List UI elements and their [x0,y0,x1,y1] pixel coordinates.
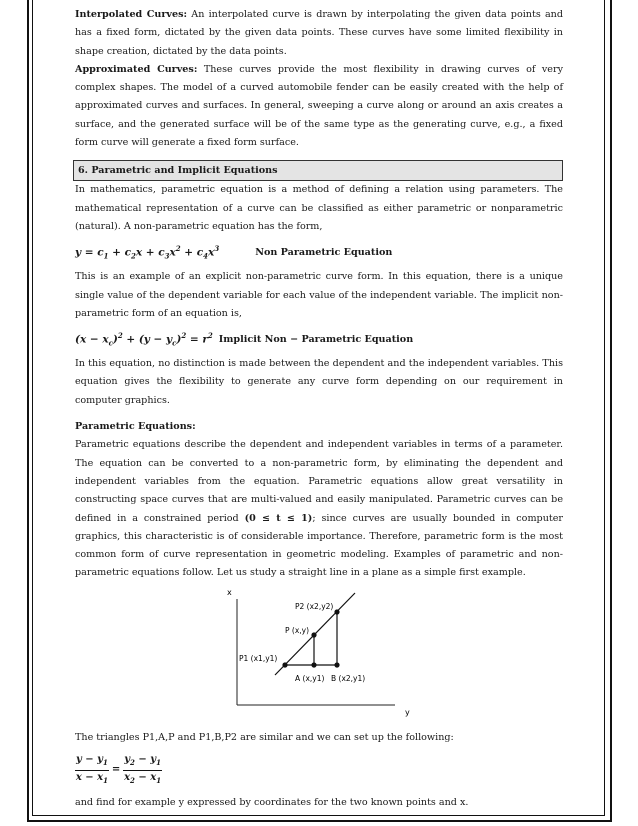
equation-2-label: Implicit Non − Parametric Equation [218,334,414,346]
approximated-text: These curves provide the most flexibility in drawing curves of very complex shapes. The model of a curved automobile fender can be easily created with the help of approximated curves and surfaces. In general, sweeping a curve along or around an axis creates a surface, and the generated surface will be of the same type as the generating curve, e.g., a fixed form curve will generate a fixed form surface. [75,63,563,149]
equation-2: $(x - x_c)^2 + (y - y_c)^2 = r^2$ [75,331,213,348]
equation-1: $y = c_1 + c_2x + c_3x^2 + c_4x^3$ [75,244,220,261]
interpolated-text: An interpolated curve is drawn by interpolating the given data points and has a fixed form, dictated by the given data points. These curves have some limited flexibility in shape creation, dictated by the data points. [75,9,563,57]
label-b: B (x2,y1) [331,673,366,683]
equation-implicit [75,331,563,349]
explicit-paragraph: This is an example of an explicit non-parametric curve form. In this equation, there is a unique single value of the dependent variable for each value of the independent variable. The implicit non-parametric form of an equation is, [75,271,563,319]
parametric-title-text: Parametric Equations: [75,421,196,433]
line-diagram-svg [225,587,425,725]
line-diagram [75,587,563,725]
label-p1: P1 (x1,y1) [239,653,278,663]
point-a [311,662,316,667]
point-p1 [282,662,287,667]
approximated-title: Approximated Curves: [75,63,198,75]
fraction-left: $\frac{y - y_1}{x - x_1}$ [75,754,108,786]
axis-y-label: y [405,707,410,717]
document-body [75,0,563,812]
fraction-right: $\frac{y_2 - y_1}{x_2 - x_1}$ [124,754,162,786]
axis-x-label: x [227,587,232,597]
similar-triangles-equation: $\frac{y - y_1}{x - x_1}$ = $\frac{y_2 - y_1}{x_2 - x_1}$ [75,753,563,788]
parametric-title [75,418,563,436]
label-p: P (x,y) [285,625,310,635]
parametric-text-b: ; since curves are usually bounded in computer graphics, this characteristic is of considerable importance. Therefore, parametric form is the most common form of curve representation in geometric modeling. Examples of parametric and non-parametric equations follow. Let us study a straight line in a plane as a simple first example. [75,512,563,579]
parametric-text-a: Parametric equations describe the dependent and independent variables in terms of a parameter. The equation can be converted to a non-parametric form, by eliminating the dependent and independent variables from the equation. Parametric equations allow great versatility in constructing space curves that are multi-valued and easily manipulated. Parametric curves can be defined in a constrained period [75,439,563,524]
intro-paragraph: In mathematics, parametric equation is a method of defining a relation using parameters. The mathematical representation of a curve can be classified as either parametric or nonparametric (natural). A non-parametric equation has the form, [75,184,563,232]
equation-nonparametric [75,244,563,262]
point-p2 [334,609,339,614]
equation-1-label: Non Parametric Equation [255,247,393,259]
label-p2: P2 (x2,y2) [295,601,334,611]
point-b [334,662,339,667]
section-heading: 6. Parametric and Implicit Equations [73,160,563,181]
implicit-paragraph: In this equation, no distinction is made between the dependent and the independent variables. This equation gives the flexibility to generate any curve form depending on our requirement in computer graphics. [75,358,563,406]
label-a: A (x,y1) [295,673,325,683]
parametric-paragraph [75,436,563,582]
parametric-period: (0 ≤ t ≤ 1) [244,512,313,524]
interpolated-title: Interpolated Curves: [75,9,188,20]
triangles-paragraph: The triangles P1,A,P and P1,B,P2 are similar and we can set up the following: [75,731,454,743]
closing-paragraph: and find for example y expressed by coordinates for the two known points and x. [75,797,469,809]
approximated-paragraph [75,61,563,152]
point-p [311,632,316,637]
interpolated-paragraph [75,6,563,61]
